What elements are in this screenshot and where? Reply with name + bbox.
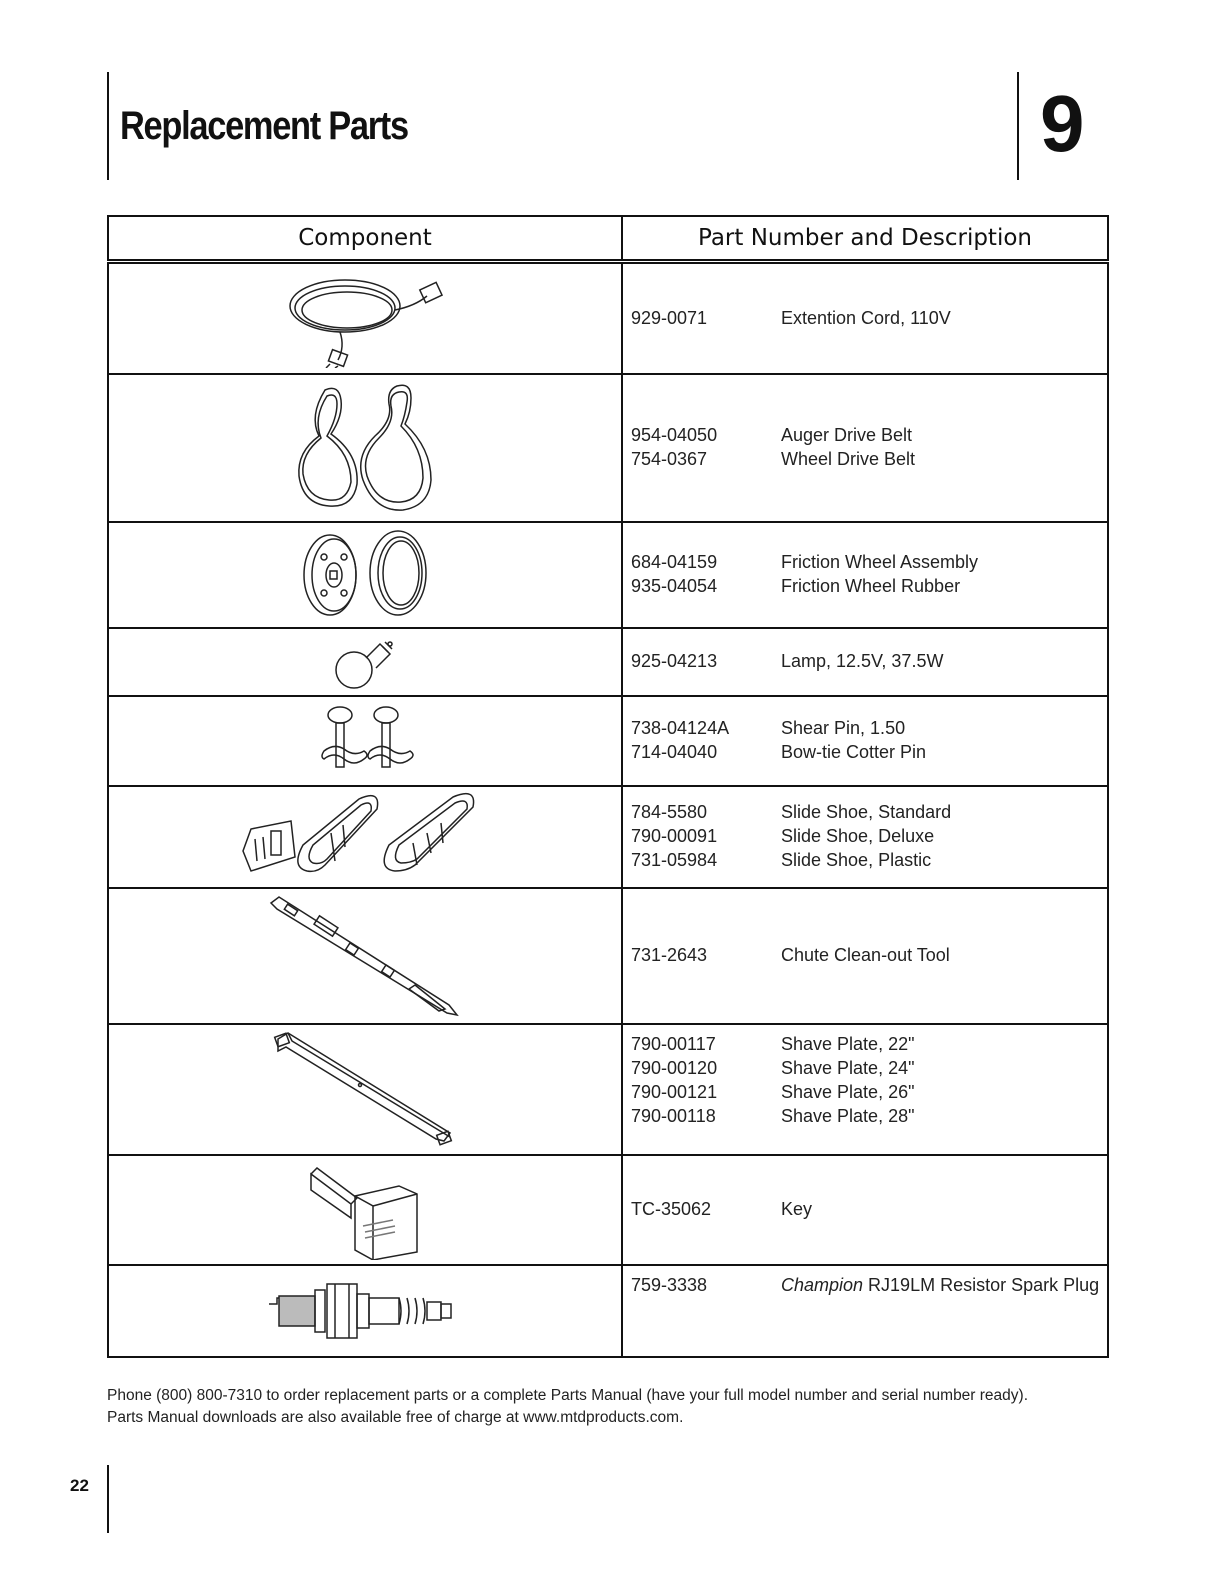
table-row [108,374,1108,522]
part-line [631,944,1107,968]
part-line [631,717,1107,741]
part-description: Slide Shoe, Deluxe [781,826,935,846]
component-cell [108,888,622,1024]
component-cell [108,522,622,628]
part-line [631,551,1107,575]
part-line [631,306,1107,330]
shave-plate-icon [270,1029,460,1149]
part-line [631,1198,1107,1222]
spark-plug-icon [265,1276,465,1346]
part-cell [622,696,1108,786]
part-number: 790-00117 [631,1034,716,1054]
drive-belts-icon [285,380,445,515]
page-number: 22 [70,1476,89,1495]
component-cell [108,1155,622,1265]
part-number: 714-04040 [631,742,718,762]
part-cell [622,628,1108,696]
part-number: 929-0071 [631,307,708,328]
part-line [631,801,1107,825]
part-line [631,1274,1107,1298]
part-cell [622,1024,1108,1155]
friction-wheel-icon [290,527,440,622]
part-number: 684-04159 [631,552,718,572]
part-description: Key [781,1199,813,1219]
page-title: Replacement Parts [120,104,408,148]
part-description: Shear Pin, 1.50 [781,718,906,738]
clean-out-tool-icon [265,893,465,1018]
part-number: 790-00118 [631,1106,716,1126]
component-cell [108,628,622,696]
part-cell [622,1265,1108,1357]
part-description: Shave Plate, 22" [781,1034,915,1054]
ignition-key-icon [305,1160,425,1260]
part-description: Chute Clean-out Tool [781,945,950,965]
part-line [631,448,1107,472]
part-description: Slide Shoe, Plastic [781,850,932,870]
column-header-part: Part Number and Description [622,216,1108,262]
part-description: Auger Drive Belt [781,425,913,445]
header-left-rule [107,72,109,180]
part-number: 731-2643 [631,945,708,965]
part-number: 954-04050 [631,425,718,445]
lamp-bulb-icon [330,632,400,692]
part-description: Shave Plate, 24" [781,1058,915,1078]
part-number: 784-5580 [631,802,708,822]
footer-note [107,1385,1117,1429]
column-header-component: Component [108,216,622,262]
part-line [631,1105,1107,1129]
part-description: Wheel Drive Belt [781,449,916,469]
component-cell [108,1024,622,1155]
page-number-rule [107,1465,109,1533]
part-description: Lamp, 12.5V, 37.5W [781,651,944,671]
table-row [108,1024,1108,1155]
footer-line-phone: Phone (800) 800-7310 to order replacement parts or a complete Parts Manual (have your full model number and serial number ready). [107,1387,1029,1404]
part-description: Shave Plate, 28" [781,1106,915,1126]
part-description-rest: RJ19LM Resistor Spark Plug [863,1275,1100,1295]
part-description: Friction Wheel Rubber [781,576,961,596]
header-right-rule [1017,72,1019,180]
part-line [631,1081,1107,1105]
part-number: 790-00121 [631,1082,718,1102]
extension-cord-icon [280,268,450,368]
table-row [108,628,1108,696]
part-line [631,741,1107,765]
part-line [631,650,1107,674]
part-description: Bow-tie Cotter Pin [781,742,927,762]
component-cell [108,374,622,522]
part-cell [622,374,1108,522]
table-header-row [108,216,1108,262]
component-cell [108,262,622,374]
part-description: Shave Plate, 26" [781,1082,915,1102]
part-number: 759-3338 [631,1275,708,1295]
part-number: 790-00120 [631,1058,718,1078]
component-cell [108,1265,622,1357]
parts-table [107,215,1109,1358]
part-line [631,424,1107,448]
part-number: TC-35062 [631,1199,712,1219]
part-cell [622,1155,1108,1265]
table-row [108,786,1108,888]
component-cell [108,696,622,786]
slide-shoes-icon [235,791,495,883]
part-cell [622,786,1108,888]
table-row [108,262,1108,374]
table-row [108,1265,1108,1357]
chapter-number: 9 [1040,79,1085,168]
component-cell [108,786,622,888]
brand-name: Champion [781,1275,864,1295]
part-cell [622,888,1108,1024]
part-number: 731-05984 [631,850,718,870]
part-description: Friction Wheel Assembly [781,552,979,572]
part-description: Extention Cord, 110V [781,307,951,328]
part-line [631,575,1107,599]
table-row [108,696,1108,786]
part-line [631,1033,1107,1057]
part-line [631,825,1107,849]
part-description: Slide Shoe, Standard [781,802,952,822]
part-description [781,1275,1107,1296]
shear-pin-icon [310,701,420,781]
part-line [631,849,1107,873]
table-row [108,1155,1108,1265]
footer-line-downloads: Parts Manual downloads are also available free of charge at www.mtdproducts.com. [107,1409,684,1426]
part-line [631,1057,1107,1081]
table-row [108,522,1108,628]
part-number: 925-04213 [631,651,718,671]
part-number: 738-04124A [631,718,730,738]
part-number: 790-00091 [631,826,718,846]
table-row [108,888,1108,1024]
part-cell [622,262,1108,374]
part-cell [622,522,1108,628]
part-number: 935-04054 [631,576,718,596]
part-number: 754-0367 [631,449,708,469]
